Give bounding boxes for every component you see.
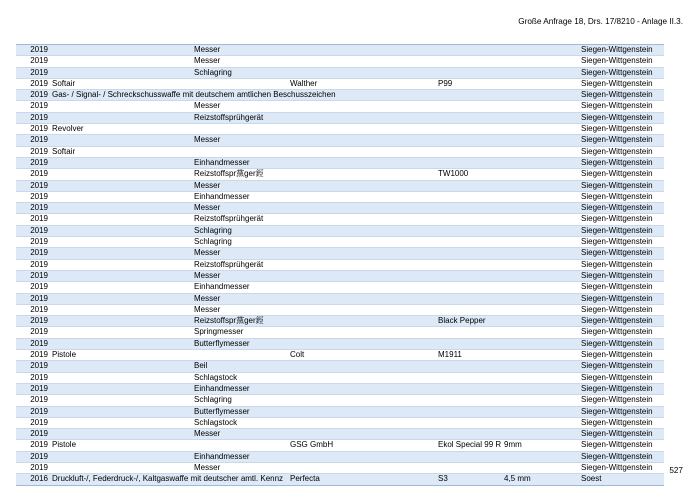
cell-type: Messer [194,293,221,303]
table-row [16,429,664,440]
cell-type: Einhandmesser [194,191,250,201]
cell-district: Siegen-Wittgenstein [581,383,653,393]
cell-district: Siegen-Wittgenstein [581,440,653,450]
table-row [16,45,664,56]
cell-year: 2019 [30,338,48,348]
table-row [16,463,664,474]
cell-district: Siegen-Wittgenstein [581,282,653,292]
cell-type: Schlagring [194,395,232,405]
cell-make: Perfecta [290,474,320,484]
cell-district: Siegen-Wittgenstein [581,225,653,235]
cell-category: Softair [52,146,76,156]
cell-district: Siegen-Wittgenstein [581,157,653,167]
cell-year: 2019 [30,225,48,235]
table-row [16,56,664,67]
table-row [16,260,664,271]
table-row [16,79,664,90]
cell-type: Einhandmesser [194,157,250,167]
table-row [16,135,664,146]
cell-year: 2019 [30,146,48,156]
table-row [16,384,664,395]
cell-type: Beil [194,361,208,371]
cell-type: Messer [194,304,221,314]
cell-district: Siegen-Wittgenstein [581,191,653,201]
cell-year: 2019 [30,214,48,224]
cell-category: Druckluft-/, Federdruck-/, Kaltgaswaffe mit deutscher amtl. Kennz [52,474,284,484]
table-row [16,407,664,418]
cell-district: Siegen-Wittgenstein [581,372,653,382]
cell-year: 2019 [30,90,48,100]
table-row [16,418,664,429]
table-row [16,192,664,203]
table-row [16,101,664,112]
table-row [16,113,664,124]
cell-district: Siegen-Wittgenstein [581,316,653,326]
table-row [16,350,664,361]
table-row [16,452,664,463]
cell-model: S3 [438,474,448,484]
document-header: Große Anfrage 18, Drs. 17/8210 - Anlage II.3. [518,17,683,26]
table-row [16,339,664,350]
cell-type: Reizstoffspr黨ger鋞 [194,316,264,326]
table-row [16,226,664,237]
cell-type: Reizstoffsprühgerät [194,214,264,224]
table-row [16,373,664,384]
cell-district: Siegen-Wittgenstein [581,45,653,54]
cell-year: 2019 [30,395,48,405]
cell-type: Reizstoffspr黨ger鋞 [194,169,264,179]
cell-type: Schlagring [194,237,232,247]
cell-district: Siegen-Wittgenstein [581,203,653,213]
cell-year: 2019 [30,112,48,122]
cell-year: 2019 [30,440,48,450]
cell-district: Siegen-Wittgenstein [581,417,653,427]
cell-district: Siegen-Wittgenstein [581,304,653,314]
table-row [16,158,664,169]
cell-district: Siegen-Wittgenstein [581,361,653,371]
cell-district: Siegen-Wittgenstein [581,112,653,122]
cell-district: Siegen-Wittgenstein [581,146,653,156]
cell-type: Einhandmesser [194,383,250,393]
cell-district: Siegen-Wittgenstein [581,90,653,100]
cell-district: Siegen-Wittgenstein [581,124,653,134]
cell-year: 2019 [30,429,48,439]
cell-type: Butterflymesser [194,406,250,416]
table-row [16,316,664,327]
cell-type: Schlagring [194,225,232,235]
cell-year: 2019 [30,270,48,280]
table-row [16,294,664,305]
cell-type: Messer [194,462,221,472]
cell-district: Siegen-Wittgenstein [581,259,653,269]
table-row [16,169,664,180]
cell-year: 2019 [30,293,48,303]
cell-district: Siegen-Wittgenstein [581,350,653,360]
cell-district: Siegen-Wittgenstein [581,78,653,88]
cell-year: 2019 [30,327,48,337]
cell-type: Messer [194,56,221,66]
cell-year: 2019 [30,361,48,371]
table-row [16,147,664,158]
cell-year: 2019 [30,406,48,416]
cell-type: Einhandmesser [194,282,250,292]
table-row [16,68,664,79]
cell-type: Messer [194,135,221,145]
cell-year: 2019 [30,135,48,145]
table-row [16,361,664,372]
cell-district: Siegen-Wittgenstein [581,248,653,258]
weapons-table [16,44,664,486]
cell-type: Messer [194,248,221,258]
cell-year: 2019 [30,316,48,326]
cell-year: 2019 [30,451,48,461]
table-row [16,474,664,484]
cell-type: Messer [194,429,221,439]
cell-model: P99 [438,78,453,88]
cell-district: Siegen-Wittgenstein [581,56,653,66]
cell-district: Siegen-Wittgenstein [581,270,653,280]
cell-caliber: 4,5 mm [504,474,531,484]
cell-year: 2019 [30,191,48,201]
table-row [16,203,664,214]
cell-district: Siegen-Wittgenstein [581,169,653,179]
cell-type: Messer [194,270,221,280]
cell-district: Siegen-Wittgenstein [581,327,653,337]
cell-district: Siegen-Wittgenstein [581,338,653,348]
cell-district: Siegen-Wittgenstein [581,451,653,461]
cell-year: 2019 [30,350,48,360]
cell-type: Messer [194,180,221,190]
cell-model: Black Pepper [438,316,486,326]
cell-year: 2019 [30,78,48,88]
cell-model: M1911 [438,350,462,360]
cell-district: Siegen-Wittgenstein [581,67,653,77]
cell-district: Siegen-Wittgenstein [581,135,653,145]
table-row [16,282,664,293]
cell-year: 2019 [30,248,48,258]
table-row [16,327,664,338]
cell-type: Reizstoffsprühgerät [194,259,264,269]
table-row [16,440,664,451]
cell-year: 2019 [30,237,48,247]
table-row [16,305,664,316]
cell-category: Pistole [52,440,77,450]
cell-make: GSG GmbH [290,440,334,450]
cell-type: Messer [194,45,221,54]
cell-year: 2019 [30,417,48,427]
cell-year: 2019 [30,203,48,213]
table-row [16,124,664,135]
cell-year: 2019 [30,45,48,54]
cell-year: 2019 [30,282,48,292]
cell-type: Springmesser [194,327,244,337]
cell-district: Siegen-Wittgenstein [581,462,653,472]
cell-year: 2016 [30,474,48,484]
table-row [16,214,664,225]
table-row [16,237,664,248]
cell-year: 2019 [30,462,48,472]
cell-make: Colt [290,350,305,360]
page-number: 527 [669,466,683,475]
cell-type: Schlagstock [194,372,238,382]
cell-year: 2019 [30,101,48,111]
cell-category: Gas- / Signal- / Schreckschusswaffe mit deutschem amtlichen Beschusszeichen [52,90,336,100]
table-row [16,90,664,101]
cell-district: Siegen-Wittgenstein [581,293,653,303]
cell-make: Walther [290,78,318,88]
cell-year: 2019 [30,157,48,167]
cell-district: Siegen-Wittgenstein [581,406,653,416]
cell-year: 2019 [30,304,48,314]
cell-category: Softair [52,78,76,88]
table-row [16,271,664,282]
cell-district: Siegen-Wittgenstein [581,395,653,405]
cell-category: Pistole [52,350,77,360]
cell-type: Messer [194,203,221,213]
cell-year: 2019 [30,383,48,393]
cell-district: Siegen-Wittgenstein [581,429,653,439]
cell-district: Siegen-Wittgenstein [581,214,653,224]
cell-year: 2019 [30,124,48,134]
cell-year: 2019 [30,372,48,382]
table-row [16,248,664,259]
cell-type: Schlagstock [194,417,238,427]
cell-district: Siegen-Wittgenstein [581,180,653,190]
cell-year: 2019 [30,169,48,179]
cell-type: Schlagring [194,67,232,77]
cell-year: 2019 [30,67,48,77]
cell-year: 2019 [30,56,48,66]
cell-district: Soest [581,474,602,484]
cell-type: Einhandmesser [194,451,250,461]
cell-district: Siegen-Wittgenstein [581,237,653,247]
cell-type: Messer [194,101,221,111]
table-row [16,395,664,406]
cell-type: Reizstoffsprühgerät [194,112,264,122]
cell-type: Butterflymesser [194,338,250,348]
cell-year: 2019 [30,259,48,269]
cell-model: TW1000 [438,169,469,179]
cell-category: Revolver [52,124,84,134]
cell-year: 2019 [30,180,48,190]
table-row [16,181,664,192]
cell-caliber: 9mm [504,440,522,450]
cell-model: Ekol Special 99 R [438,440,502,450]
cell-district: Siegen-Wittgenstein [581,101,653,111]
